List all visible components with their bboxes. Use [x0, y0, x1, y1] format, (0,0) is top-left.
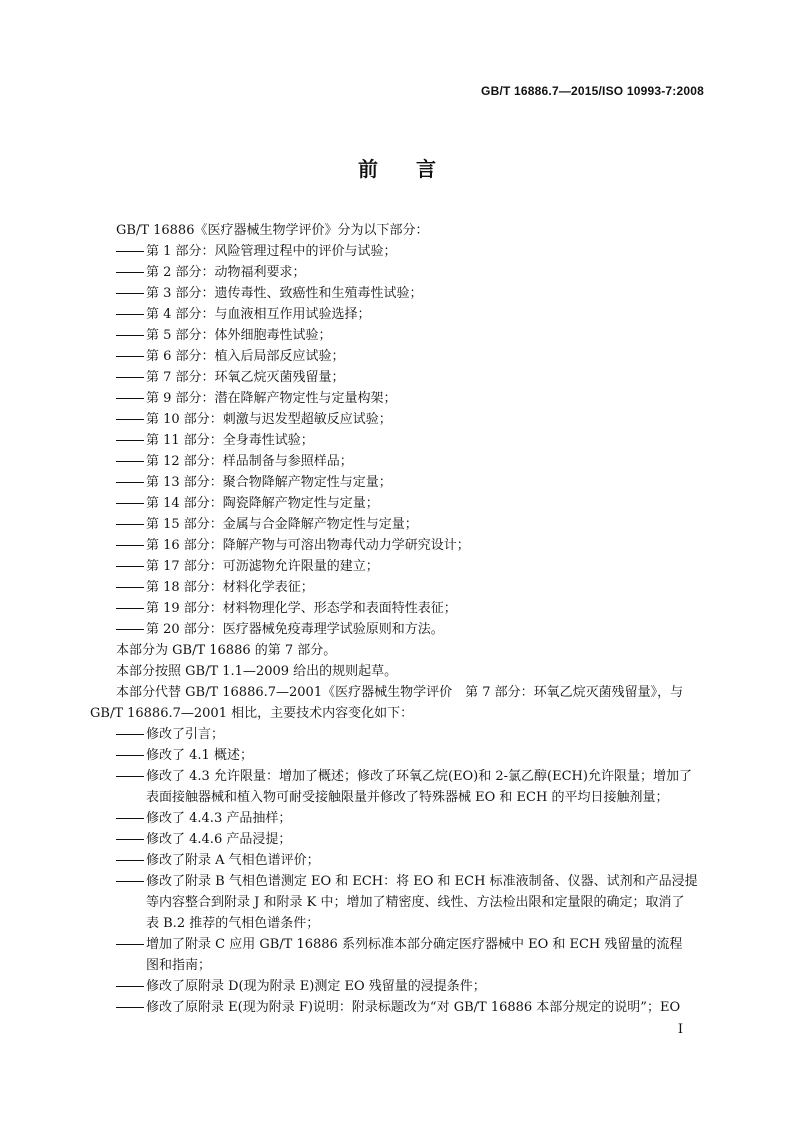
part-item: 第 4 部分：与血液相互作用试验选择； — [90, 304, 708, 325]
part-item: 第 14 部分：陶瓷降解产物定性与定量； — [90, 493, 708, 514]
paragraph-replaces-cont: GB/T 16886.7—2001 相比，主要技术内容变化如下： — [90, 706, 414, 721]
paragraph-replaces: 本部分代替 GB/T 16886.7—2001《医疗器械生物学评价 第 7 部分：环氧乙烷灭菌残留量》，与 — [116, 685, 684, 700]
dash-mark — [116, 577, 146, 598]
dash-mark — [116, 766, 146, 787]
dash-mark — [116, 472, 146, 493]
title-char-1: 前 — [358, 157, 378, 181]
part-item: 第 7 部分：环氧乙烷灭菌残留量； — [90, 367, 708, 388]
dash-mark — [116, 535, 146, 556]
change-item: 增加了附录 C 应用 GB/T 16886 系列标准本部分确定医疗器械中 EO 和 ECH 残留量的流程 — [90, 934, 708, 955]
dash-mark — [116, 514, 146, 535]
dash-mark — [116, 430, 146, 451]
dash-mark — [116, 493, 146, 514]
part-item: 第 16 部分：降解产物与可溶出物毒代动力学研究设计； — [90, 535, 708, 556]
standard-code-header: GB/T 16886.7—2015/ISO 10993-7:2008 — [481, 84, 704, 98]
change-item: 修改了引言； — [90, 724, 708, 745]
intro-paragraph: GB/T 16886《医疗器械生物学评价》分为以下部分： — [116, 223, 429, 238]
paragraph-drafting-rules: 本部分按照 GB/T 1.1—2009 给出的规则起草。 — [116, 664, 398, 679]
part-item: 第 2 部分：动物福利要求； — [90, 262, 708, 283]
dash-mark — [116, 619, 146, 640]
change-item: 修改了 4.4.3 产品抽样； — [90, 808, 708, 829]
dash-mark — [116, 367, 146, 388]
dash-mark — [116, 325, 146, 346]
change-item-cont: 等内容整合到附录 J 和附录 K 中；增加了精密度、线性、方法检出限和定量限的确定；取消了 — [146, 895, 685, 910]
part-item: 第 9 部分：潜在降解产物定性与定量构架； — [90, 388, 708, 409]
dash-mark — [116, 976, 146, 997]
dash-mark — [116, 388, 146, 409]
part-item: 第 20 部分：医疗器械免疫毒理学试验原则和方法。 — [90, 619, 708, 640]
dash-mark — [116, 997, 146, 1018]
dash-mark — [116, 556, 146, 577]
dash-mark — [116, 451, 146, 472]
dash-mark — [116, 850, 146, 871]
part-item: 第 15 部分：金属与合金降解产物定性与定量； — [90, 514, 708, 535]
change-item-cont: 图和指南； — [146, 958, 212, 973]
dash-mark — [116, 745, 146, 766]
dash-mark — [116, 829, 146, 850]
change-item: 修改了 4.3 允许限量：增加了概述；修改了环氧乙烷(EO)和 2-氯乙醇(ECH)允许限量；增加了 — [90, 766, 708, 787]
part-item: 第 17 部分：可沥滤物允许限量的建立； — [90, 556, 708, 577]
change-item: 修改了原附录 D(现为附录 E)测定 EO 残留量的浸提条件； — [90, 976, 708, 997]
dash-mark — [116, 808, 146, 829]
dash-mark — [116, 598, 146, 619]
dash-mark — [116, 871, 146, 892]
change-item: 修改了原附录 E(现为附录 F)说明：附录标题改为“对 GB/T 16886 本部分规定的说明”；EO — [90, 997, 708, 1018]
part-item: 第 19 部分：材料物理化学、形态学和表面特性表征； — [90, 598, 708, 619]
part-item: 第 11 部分：全身毒性试验； — [90, 430, 708, 451]
change-item-cont: 表 B.2 推荐的气相色谱条件； — [146, 916, 320, 931]
dash-mark — [116, 934, 146, 955]
dash-mark — [116, 241, 146, 262]
change-item: 修改了 4.4.6 产品浸提； — [90, 829, 708, 850]
dash-mark — [116, 283, 146, 304]
page-title — [0, 153, 794, 182]
dash-mark — [116, 346, 146, 367]
page-number: I — [677, 1022, 683, 1037]
part-item: 第 12 部分：样品制备与参照样品； — [90, 451, 708, 472]
dash-mark — [116, 304, 146, 325]
dash-mark — [116, 409, 146, 430]
change-item-cont: 表面接触器械和植入物可耐受接触限量并修改了特殊器械 EO 和 ECH 的平均日接触剂量； — [146, 790, 669, 805]
part-item: 第 13 部分：聚合物降解产物定性与定量； — [90, 472, 708, 493]
title-char-2: 言 — [416, 157, 436, 181]
change-item: 修改了附录 A 气相色谱评价； — [90, 850, 708, 871]
part-item: 第 3 部分：遗传毒性、致癌性和生殖毒性试验； — [90, 283, 708, 304]
part-item: 第 18 部分：材料化学表征； — [90, 577, 708, 598]
part-item: 第 6 部分：植入后局部反应试验； — [90, 346, 708, 367]
change-item: 修改了 4.1 概述； — [90, 745, 708, 766]
part-item: 第 5 部分：体外细胞毒性试验； — [90, 325, 708, 346]
part-item: 第 10 部分：刺激与迟发型超敏反应试验； — [90, 409, 708, 430]
dash-mark — [116, 724, 146, 745]
change-item: 修改了附录 B 气相色谱测定 EO 和 ECH：将 EO 和 ECH 标准液制备、仪器、试剂和产品浸提 — [90, 871, 708, 892]
foreword-body — [90, 220, 708, 1018]
paragraph-part-number: 本部分为 GB/T 16886 的第 7 部分。 — [116, 643, 337, 658]
part-item: 第 1 部分：风险管理过程中的评价与试验； — [90, 241, 708, 262]
dash-mark — [116, 262, 146, 283]
